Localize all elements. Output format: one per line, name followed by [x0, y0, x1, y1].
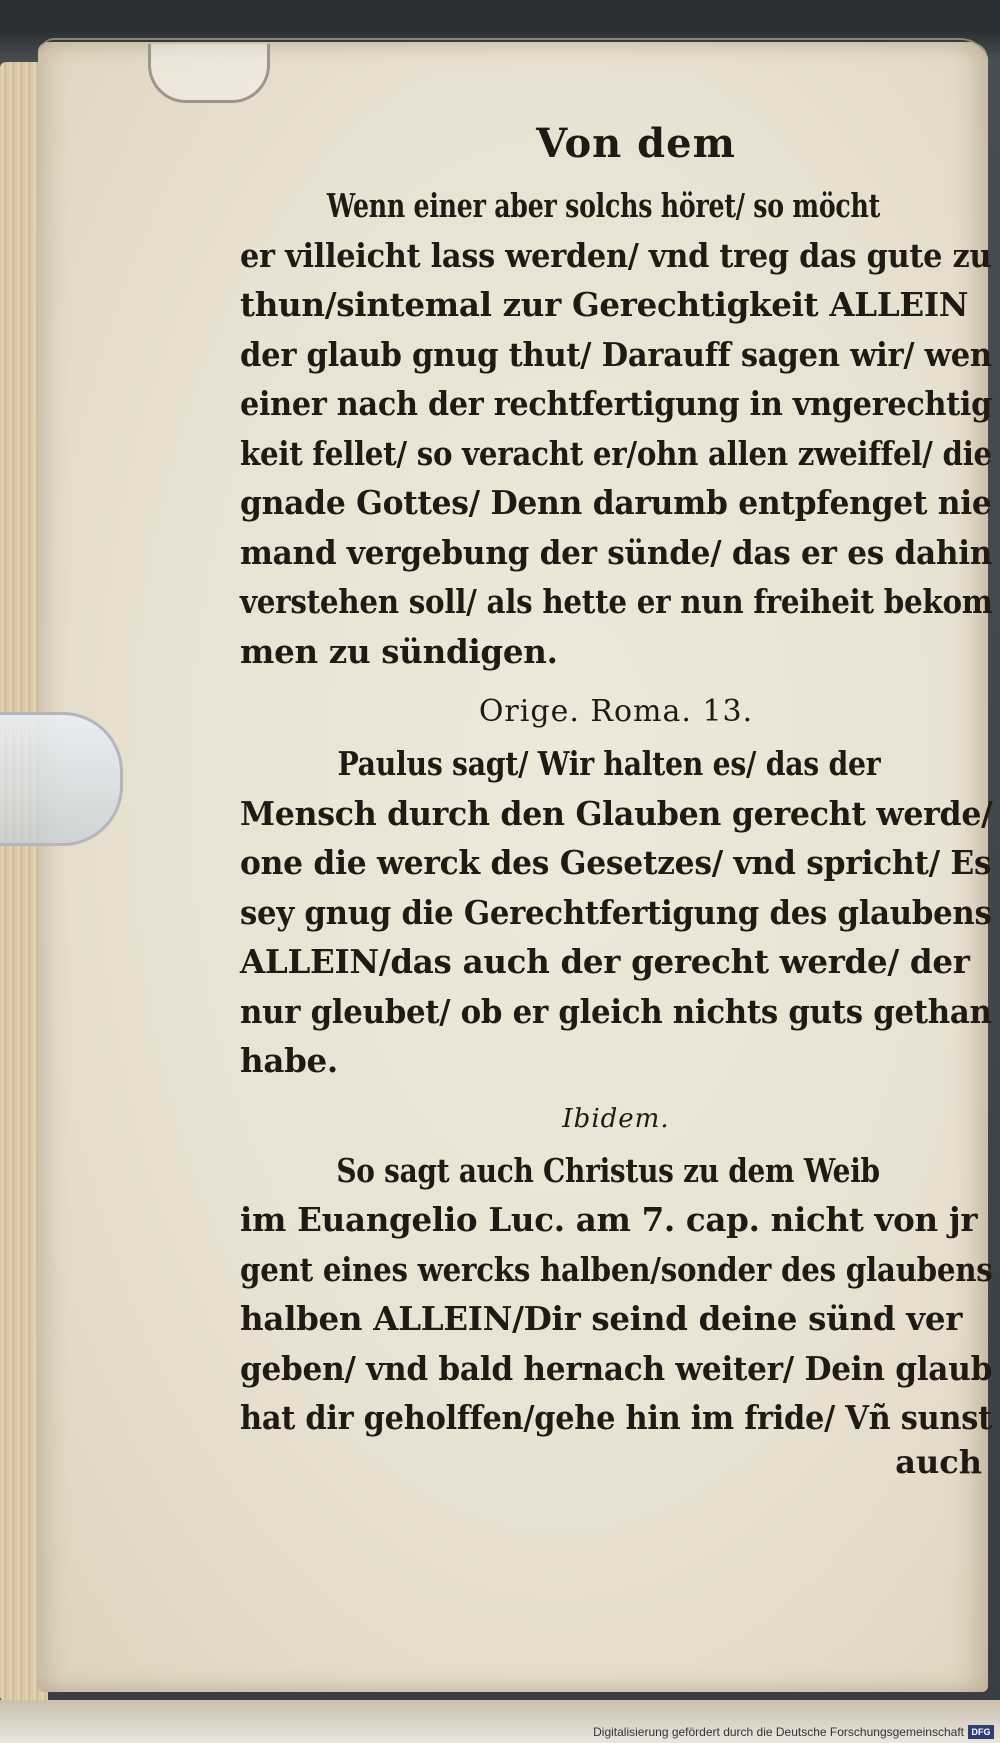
paragraph-1 — [240, 181, 992, 676]
paragraph-3 — [240, 1146, 992, 1443]
catchword: auch — [895, 1442, 982, 1481]
text-line: thun/sintemal zur Gerechtigkeit ALLEIN — [240, 285, 969, 324]
text-line: one die werck des Gesetzes/ vnd spricht/ Es — [240, 843, 992, 882]
text-line: einer nach der rechtfertigung in vngerechtig — [240, 384, 993, 423]
text-line: nur gleubet/ ob er gleich nichts guts gethan — [240, 991, 992, 1031]
text-line: verstehen soll/ als hette er nun freiheit bekom — [240, 582, 993, 621]
text-line: im Euangelio Luc. am 7. cap. nicht von jr — [240, 1200, 978, 1239]
text-line: So sagt auch Christus zu dem Weib — [336, 1150, 880, 1190]
text-line: habe. — [240, 1041, 338, 1080]
paragraph-2 — [240, 739, 992, 1086]
text-line: halben ALLEIN/Dir seind deine sünd ver — [240, 1299, 963, 1338]
text-line: Mensch durch den Glauben gerecht werde/ — [240, 793, 993, 833]
text-line: hat dir geholffen/gehe hin im fride/ Vñ sunst — [240, 1398, 992, 1437]
citation-rubric: Ibidem. — [562, 1103, 670, 1134]
digitization-credit — [593, 1725, 994, 1739]
text-line: Paulus sagt/ Wir halten es/ das der — [337, 744, 881, 783]
scan-footer-strip — [0, 1700, 1000, 1743]
text-line: gnade Gottes/ Denn darumb entpfenget nie — [240, 483, 992, 522]
text-line: men zu sündigen. — [240, 631, 558, 671]
dfg-logo-icon: DFG — [968, 1725, 994, 1739]
text-line: Wenn einer aber solchs höret/ so möcht — [326, 186, 881, 225]
text-line: mand vergebung der sünde/ das er es dahin — [240, 532, 993, 572]
clip-tab-top — [148, 44, 270, 103]
text-line: geben/ vnd bald hernach weiter/ Dein glaub — [240, 1348, 993, 1388]
running-header: Von dem — [536, 120, 736, 167]
text-line: gent eines wercks halben/sonder des glaubens — [240, 1249, 993, 1289]
page-text — [240, 120, 992, 1481]
page-clip — [0, 712, 123, 846]
text-line: keit fellet/ so veracht er/ohn allen zweiffel/ die — [240, 433, 992, 473]
text-line: sey gnug die Gerechtfertigung des glaubens — [240, 892, 992, 932]
citation-rubric: Orige. Roma. 13. — [478, 694, 754, 729]
text-line: er villeicht lass werden/ vnd treg das gute zu — [240, 235, 992, 275]
text-line: der glaub gnug thut/ Darauff sagen wir/ wen — [240, 334, 992, 374]
text-line: ALLEIN/das auch der gerecht werde/ der — [240, 942, 970, 981]
credit-text: Digitalisierung gefördert durch die Deutsche Forschungsgemeinschaft — [593, 1725, 964, 1739]
